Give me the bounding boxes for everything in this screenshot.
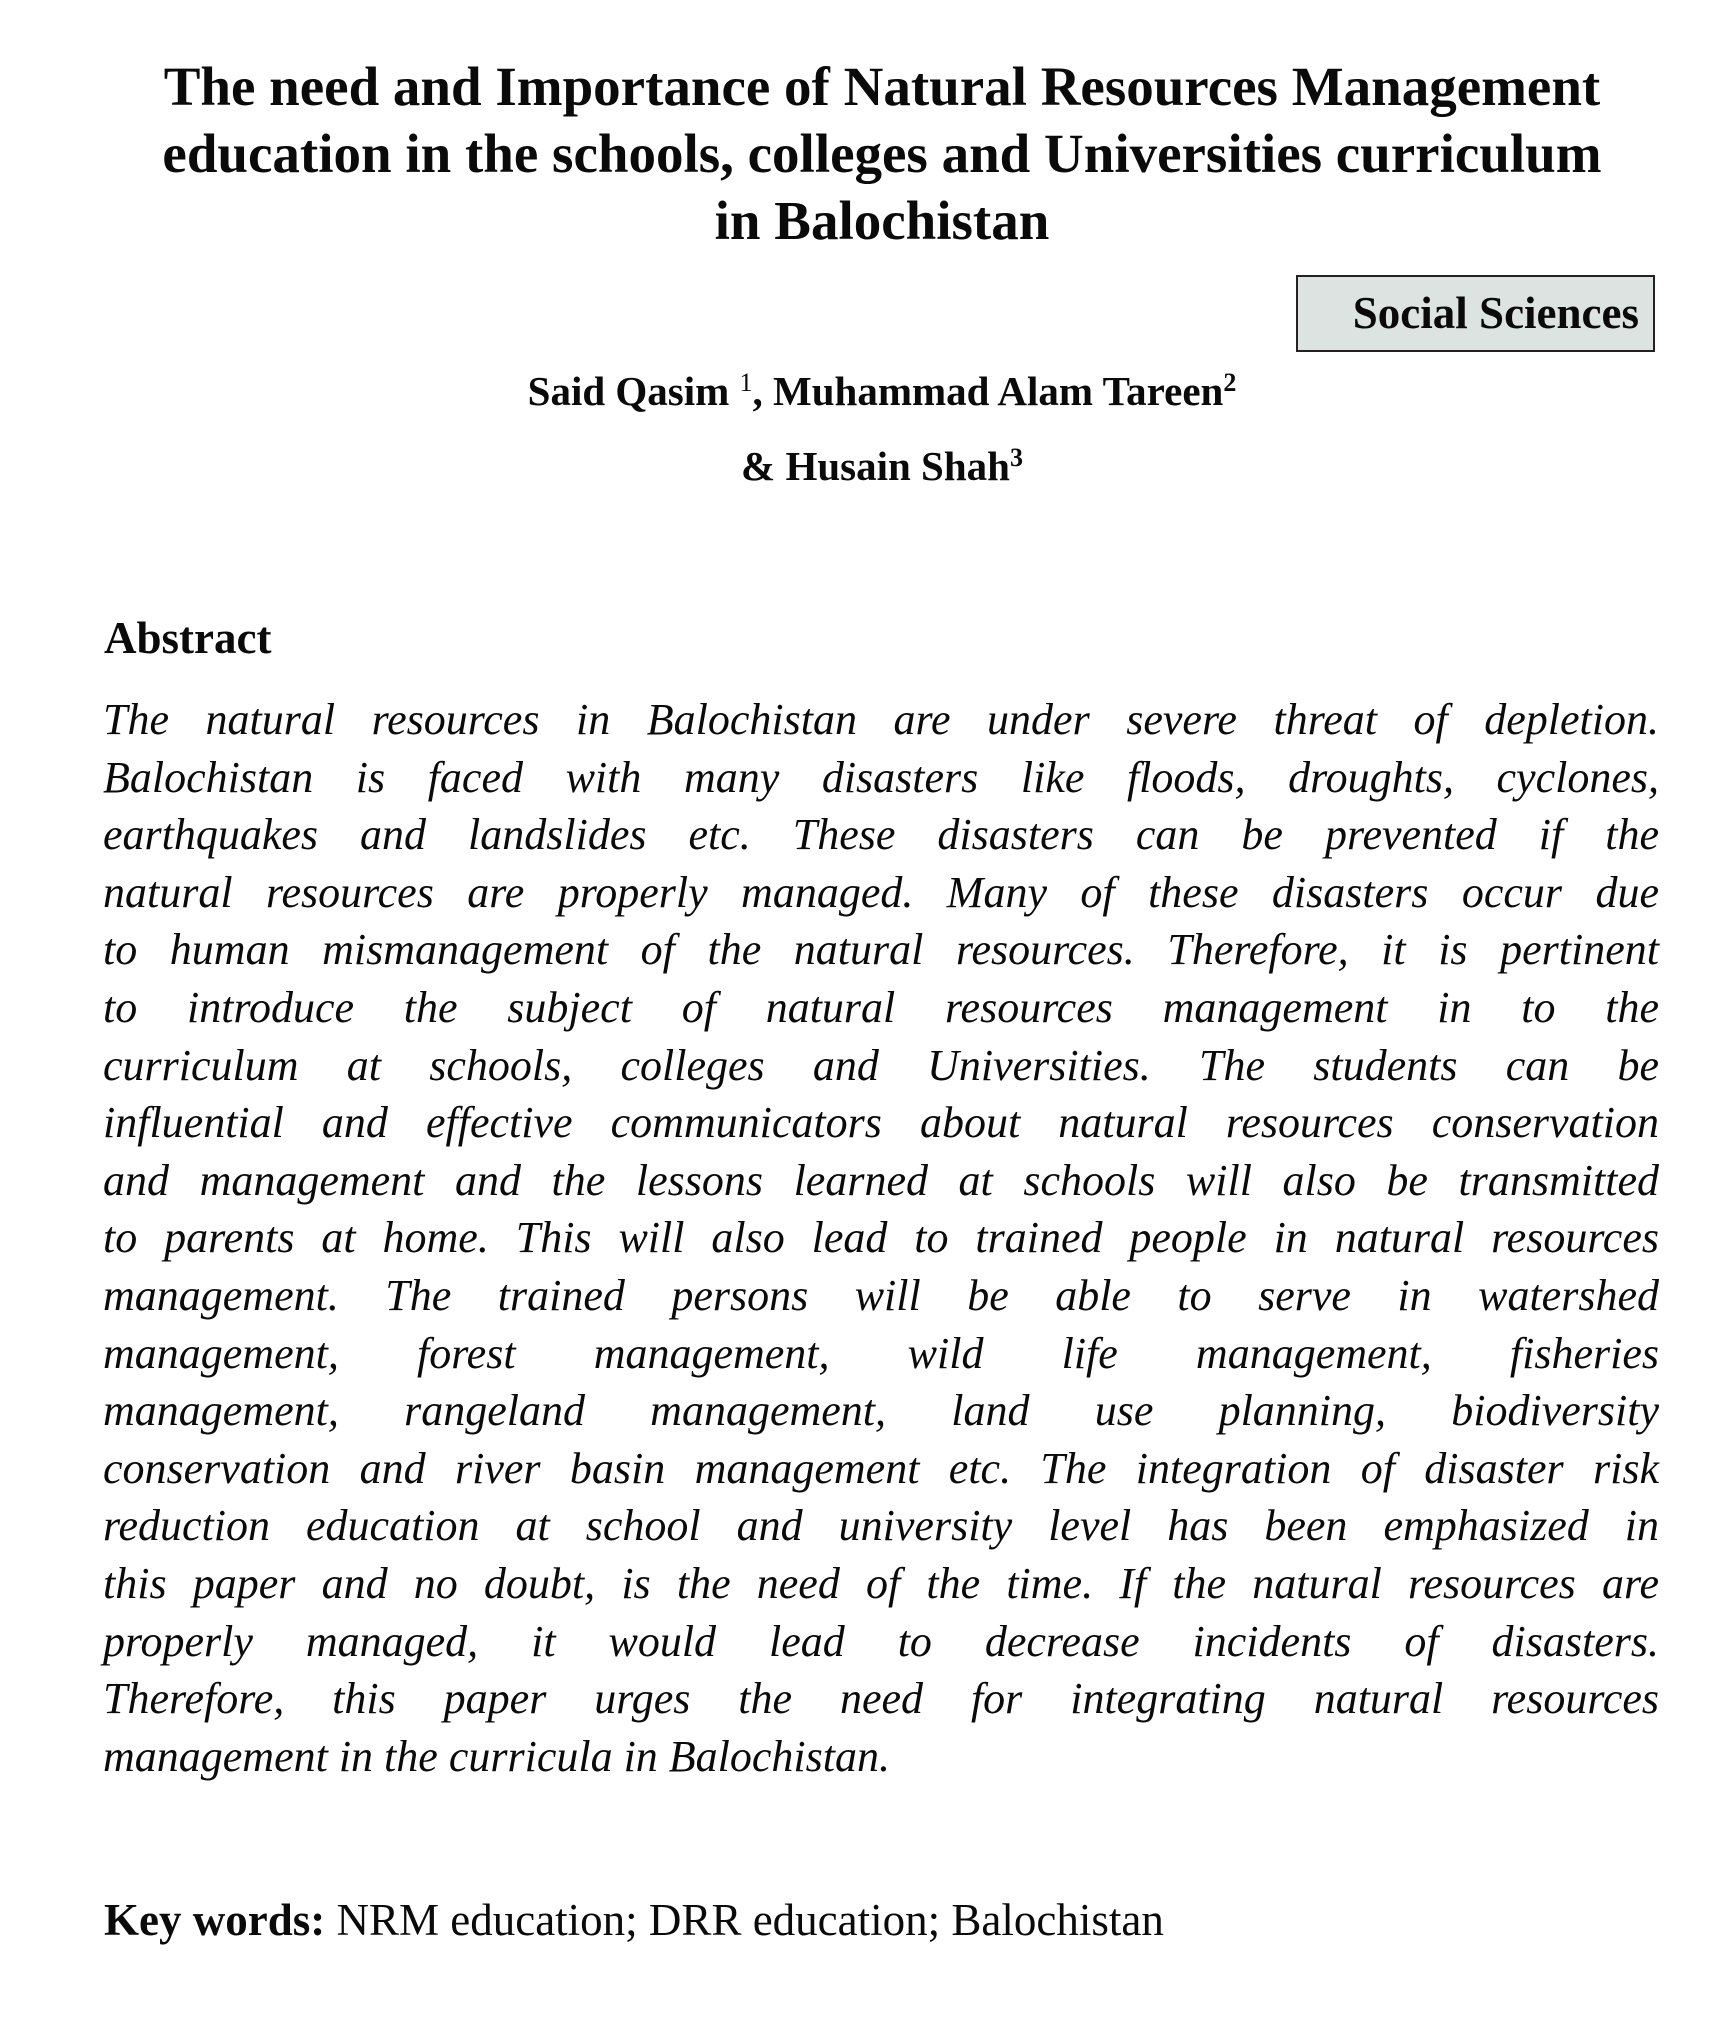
- abstract-line: The natural resources in Balochistan are under severe threat of depletion.: [103, 695, 1659, 744]
- abstract-text: [103, 691, 1659, 1785]
- abstract-line: earthquakes and landslides etc. These disasters can be prevented if the: [103, 810, 1659, 860]
- author-line-2: [100, 429, 1664, 504]
- abstract-heading: Abstract: [104, 613, 272, 663]
- affiliation-marker-2: 2: [1223, 368, 1237, 397]
- keywords-label: Key words:: [104, 1895, 326, 1945]
- author-muhammad-alam-tareen: Muhammad Alam Tareen: [773, 368, 1224, 414]
- abstract-line: and management and the lessons learned at schools will also be transmitted: [103, 1155, 1659, 1205]
- author-list: [100, 354, 1664, 504]
- title-line-2: education in the schools, colleges and Universities curriculum: [162, 123, 1602, 184]
- abstract-line: conservation and river basin management etc. The integration of disaster risk: [103, 1443, 1659, 1493]
- abstract-line: this paper and no doubt, is the need of the time. If the natural resources are: [103, 1558, 1659, 1608]
- abstract-line: influential and effective communicators about natural resources conservation: [103, 1098, 1659, 1148]
- category-badge: [1296, 275, 1655, 352]
- abstract-line: to parents at home. This will also lead to trained people in natural resources: [103, 1213, 1659, 1263]
- keywords: [104, 1894, 1164, 1946]
- paper-title: [100, 53, 1664, 254]
- category-label: Social Sciences: [1352, 288, 1639, 338]
- author-husain-shah: & Husain Shah: [741, 443, 1010, 489]
- title-line-3: in Balochistan: [714, 190, 1050, 251]
- abstract-line: curriculum at schools, colleges and Universities. The students can be: [103, 1040, 1659, 1090]
- abstract-line: to human mismanagement of the natural resources. Therefore, it is pertinent: [103, 925, 1659, 975]
- abstract-line: properly managed, it would lead to decrease incidents of disasters.: [103, 1616, 1659, 1666]
- abstract-line: management, rangeland management, land use planning, biodiversity: [103, 1386, 1659, 1436]
- abstract-line: natural resources are properly managed. Many of these disasters occur due: [103, 867, 1659, 917]
- keywords-value: NRM education; DRR education; Balochistan: [325, 1895, 1164, 1945]
- abstract-line: management, forest management, wild life management, fisheries: [103, 1328, 1659, 1378]
- author-separator: ,: [752, 368, 774, 414]
- title-line-1: The need and Importance of Natural Resources Management: [163, 56, 1601, 117]
- author-said-qasim: Said Qasim: [527, 368, 740, 414]
- affiliation-marker-1: 1: [739, 368, 753, 397]
- abstract-line: Therefore, this paper urges the need for integrating natural resources: [103, 1674, 1659, 1724]
- abstract-line-last: management in the curricula in Balochistan.: [103, 1731, 890, 1781]
- abstract-line: to introduce the subject of natural resources management in to the: [103, 982, 1659, 1032]
- affiliation-marker-3: 3: [1009, 443, 1023, 472]
- abstract-line: Balochistan is faced with many disasters like floods, droughts, cyclones,: [103, 752, 1659, 802]
- author-line-1: [100, 354, 1664, 429]
- abstract-line: management. The trained persons will be able to serve in watershed: [103, 1270, 1659, 1320]
- abstract-line: reduction education at school and university level has been emphasized in: [103, 1501, 1659, 1551]
